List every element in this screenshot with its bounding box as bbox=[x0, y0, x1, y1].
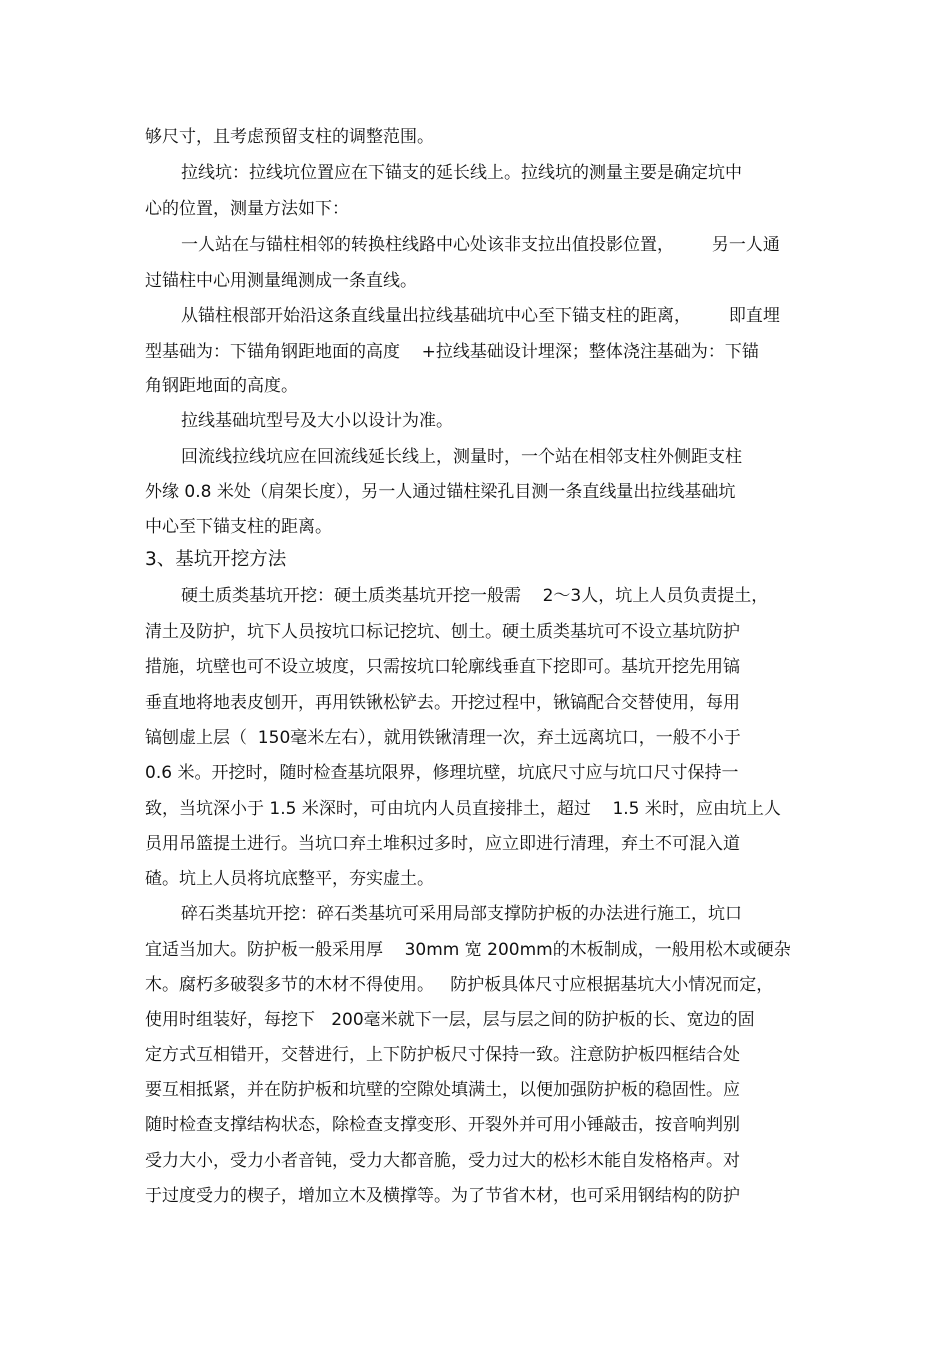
text-line: 要互相抵紧，并在防护板和坑壁的空隙处填满土，以便加强防护板的稳固性。应 bbox=[145, 1080, 740, 1100]
text-line: 拉线基础坑型号及大小以设计为准。 bbox=[181, 411, 453, 431]
text-line: 员用吊篮提土进行。当坑口弃土堆积过多时，应立即进行清理，弃土不可混入道 bbox=[145, 834, 740, 854]
text-line: 过锚柱中心用测量绳测成一条直线。 bbox=[145, 271, 417, 291]
text-line: 型基础为：下锚角钢距地面的高度 +拉线基础设计埋深；整体浇注基础为：下锚 bbox=[145, 342, 759, 362]
text-line: 一人站在与锚柱相邻的转换柱线路中心处该非支拉出值投影位置， 另一人通 bbox=[181, 235, 780, 255]
text-line: 角钢距地面的高度。 bbox=[145, 376, 298, 396]
text-line: 碴。坑上人员将坑底整平，夯实虚土。 bbox=[145, 869, 434, 889]
text-line: 硬土质类基坑开挖：硬土质类基坑开挖一般需 2～3人，坑上人员负责提土， bbox=[181, 586, 769, 606]
text-line: 拉线坑：拉线坑位置应在下锚支的延长线上。拉线坑的测量主要是确定坑中 bbox=[181, 163, 742, 183]
text-line: 定方式互相错开，交替进行，上下防护板尺寸保持一致。注意防护板四框结合处 bbox=[145, 1045, 740, 1065]
text-line: 中心至下锚支柱的距离。 bbox=[145, 517, 332, 537]
text-line: 回流线拉线坑应在回流线延长线上，测量时，一个站在相邻支柱外侧距支柱 bbox=[181, 447, 742, 467]
text-line: 从锚柱根部开始沿这条直线量出拉线基础坑中心至下锚支柱的距离， 即直埋 bbox=[181, 306, 780, 326]
text-line: 清土及防护，坑下人员按坑口标记挖坑、刨土。硬土质类基坑可不设立基坑防护 bbox=[145, 622, 740, 642]
text-line: 于过度受力的楔子，增加立木及横撑等。为了节省木材，也可采用钢结构的防护 bbox=[145, 1186, 740, 1206]
text-line: 使用时组装好，每挖下 200毫米就下一层，层与层之间的防护板的长、宽边的固 bbox=[145, 1010, 755, 1030]
text-line: 致，当坑深小于 1.5 米深时，可由坑内人员直接排土，超过 1.5 米时，应由坑上人 bbox=[145, 799, 781, 819]
text-line: 随时检查支撑结构状态，除检查支撑变形、开裂外并可用小锤敲击，按音响判别 bbox=[145, 1115, 740, 1135]
text-line: 措施，坑壁也可不设立坡度，只需按坑口轮廓线垂直下挖即可。基坑开挖先用镐 bbox=[145, 657, 740, 677]
text-line: 外缘 0.8 米处（肩架长度），另一人通过锚柱梁孔目测一条直线量出拉线基础坑 bbox=[145, 482, 736, 502]
text-line: 心的位置，测量方法如下： bbox=[145, 199, 349, 219]
section-heading: 3、基坑开挖方法 bbox=[145, 549, 287, 570]
text-line: 宜适当加大。防护板一般采用厚 30mm 宽 200mm的木板制成，一般用松木或硬杂 bbox=[145, 940, 791, 960]
text-line: 镐刨虚上层（ 150毫米左右），就用铁锹清理一次，弃土远离坑口，一般不小于 bbox=[145, 728, 741, 748]
text-line: 受力大小，受力小者音钝，受力大都音脆，受力过大的松杉木能自发格格声。对 bbox=[145, 1151, 740, 1171]
text-line: 碎石类基坑开挖：碎石类基坑可采用局部支撑防护板的办法进行施工，坑口 bbox=[181, 904, 742, 924]
text-line: 够尺寸，且考虑预留支柱的调整范围。 bbox=[145, 127, 434, 147]
text-line: 垂直地将地表皮刨开，再用铁锹松铲去。开挖过程中，锹镐配合交替使用，每用 bbox=[145, 693, 740, 713]
text-line: 木。腐朽多破裂多节的木材不得使用。 防护板具体尺寸应根据基坑大小情况而定， bbox=[145, 975, 774, 995]
text-line: 0.6 米。开挖时，随时检查基坑限界，修理坑壁，坑底尺寸应与坑口尺寸保持一 bbox=[145, 763, 739, 783]
